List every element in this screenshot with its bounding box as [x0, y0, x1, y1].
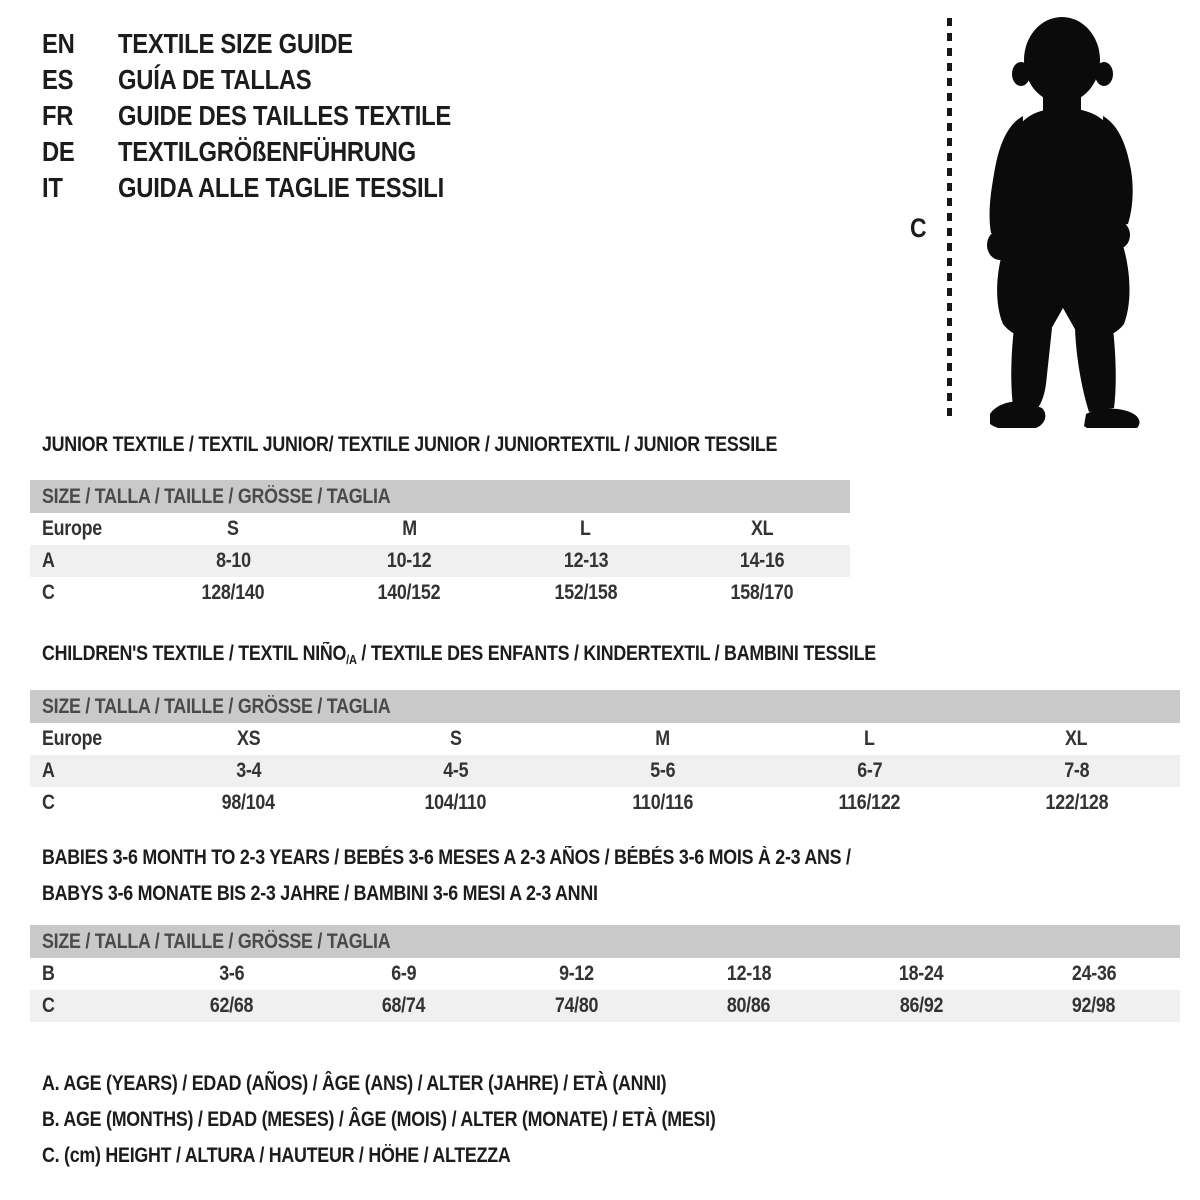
- legend-line-c: C. (cm) HEIGHT / ALTURA / HAUTEUR / HÖHE / ALTEZZA: [42, 1144, 511, 1167]
- table-cell: 128/140: [201, 581, 265, 604]
- table-cell: 12-18: [726, 962, 771, 985]
- language-title-fr: GUIDE DES TAILLES TEXTILE: [118, 100, 452, 131]
- column-header: S: [449, 727, 462, 750]
- table-cell: 12-13: [563, 549, 608, 572]
- language-title-en: TEXTILE SIZE GUIDE: [118, 28, 353, 59]
- children-title-text: / TEXTILE DES ENFANTS / KINDERTEXTIL / BAMBINI TESSILE: [356, 642, 876, 665]
- size-header-bar: [30, 690, 1180, 723]
- babies-section-title-line1: BABIES 3-6 MONTH TO 2-3 YEARS / BEBÉS 3-6 MESES A 2-3 AÑOS / BÉBÉS 3-6 MOIS À 2-3 ANS /: [42, 846, 851, 869]
- size-table-babies: [30, 925, 1180, 1022]
- table-cell: 4-5: [442, 759, 469, 782]
- table-cell: 6-9: [391, 962, 417, 985]
- babies-section-title-line2: BABYS 3-6 MONATE BIS 2-3 JAHRE / BAMBINI 3-6 MESI A 2-3 ANNI: [42, 882, 598, 905]
- column-header: Europe: [42, 727, 102, 750]
- size-header-bar: [30, 925, 1180, 958]
- table-cell: 9-12: [558, 962, 594, 985]
- language-code-it: IT: [42, 172, 63, 203]
- table-cell: 3-4: [235, 759, 262, 782]
- language-code-en: EN: [42, 28, 75, 59]
- language-row-fr: [42, 98, 510, 134]
- table-cell: 98/104: [221, 791, 276, 814]
- table-row-c: [30, 577, 850, 609]
- language-row-it: [42, 170, 510, 206]
- table-cell: 140/152: [378, 581, 441, 604]
- height-dashed-line: [947, 18, 952, 417]
- size-header-label: SIZE / TALLA / TAILLE / GRÖSSE / TAGLIA: [42, 484, 391, 508]
- table-cell: 92/98: [1072, 994, 1116, 1017]
- language-title-es: GUÍA DE TALLAS: [118, 64, 312, 95]
- table-cell: 80/86: [727, 994, 771, 1017]
- language-row-en: [42, 26, 510, 62]
- legend: [42, 1066, 834, 1174]
- table-cell: 18-24: [899, 962, 944, 985]
- table-cell: 122/128: [1045, 791, 1108, 814]
- table-row-c: [30, 787, 1180, 819]
- row-label: C: [42, 994, 55, 1017]
- row-label: C: [42, 791, 55, 814]
- toddler-silhouette-icon: [963, 12, 1165, 428]
- language-list: [42, 26, 510, 206]
- table-cell: 6-7: [856, 759, 883, 782]
- table-cell: 68/74: [382, 994, 426, 1017]
- table-row-a: [30, 545, 850, 577]
- table-cell: 8-10: [215, 549, 251, 572]
- size-header-bar: [30, 480, 850, 513]
- language-row-es: [42, 62, 510, 98]
- legend-line-b: B. AGE (MONTHS) / EDAD (MESES) / ÂGE (MOIS) / ALTER (MONATE) / ETÀ (MESI): [42, 1108, 716, 1131]
- column-header: L: [864, 727, 875, 750]
- height-c-label: C: [910, 213, 927, 243]
- row-label: A: [42, 549, 55, 572]
- row-label: B: [42, 962, 55, 985]
- language-row-de: [42, 134, 510, 170]
- table-cell: 116/122: [838, 791, 901, 814]
- table-cell: 3-6: [218, 962, 244, 985]
- row-label: C: [42, 581, 55, 604]
- row-label: A: [42, 759, 55, 782]
- size-table-children: [30, 690, 1180, 819]
- column-header: L: [580, 517, 591, 540]
- column-header: Europe: [42, 517, 102, 540]
- size-table-junior: [30, 480, 850, 609]
- table-cell: 24-36: [1071, 962, 1116, 985]
- column-header: XL: [750, 517, 774, 540]
- children-section-title: [42, 642, 1023, 672]
- table-cell: 104/110: [424, 791, 487, 814]
- column-header: XL: [1065, 727, 1088, 750]
- table-cell: 5-6: [649, 759, 676, 782]
- table-row-c: [30, 990, 1180, 1022]
- column-header: M: [655, 727, 670, 750]
- table-cell: 10-12: [387, 549, 432, 572]
- legend-line-a: A. AGE (YEARS) / EDAD (AÑOS) / ÂGE (ANS) / ALTER (JAHRE) / ETÀ (ANNI): [42, 1072, 667, 1095]
- language-title-de: TEXTILGRÖßENFÜHRUNG: [118, 136, 416, 167]
- table-row-b: [30, 958, 1180, 990]
- table-cell: 158/170: [730, 581, 794, 604]
- table-header-row: [30, 723, 1180, 755]
- table-row-a: [30, 755, 1180, 787]
- language-title-it: GUIDA ALLE TAGLIE TESSILI: [118, 172, 444, 203]
- language-code-es: ES: [42, 64, 74, 95]
- column-header: S: [227, 517, 239, 540]
- children-title-text: CHILDREN'S TEXTILE / TEXTIL NIÑO: [42, 642, 347, 665]
- language-code-de: DE: [42, 136, 75, 167]
- junior-section-title: JUNIOR TEXTILE / TEXTIL JUNIOR/ TEXTILE JUNIOR / JUNIORTEXTIL / JUNIOR TESSILE: [42, 433, 778, 456]
- table-cell: 152/158: [554, 581, 617, 604]
- table-cell: 7-8: [1063, 759, 1090, 782]
- table-cell: 86/92: [899, 994, 943, 1017]
- table-cell: 62/68: [209, 994, 253, 1017]
- table-cell: 14-16: [739, 549, 785, 572]
- size-header-label: SIZE / TALLA / TAILLE / GRÖSSE / TAGLIA: [42, 694, 391, 718]
- table-cell: 74/80: [554, 994, 598, 1017]
- children-title-subscript: /A: [346, 652, 357, 667]
- size-header-label: SIZE / TALLA / TAILLE / GRÖSSE / TAGLIA: [42, 929, 391, 953]
- table-header-row: [30, 513, 850, 545]
- column-header: XS: [236, 727, 261, 750]
- language-code-fr: FR: [42, 100, 74, 131]
- column-header: M: [402, 517, 417, 540]
- table-cell: 110/116: [632, 791, 693, 814]
